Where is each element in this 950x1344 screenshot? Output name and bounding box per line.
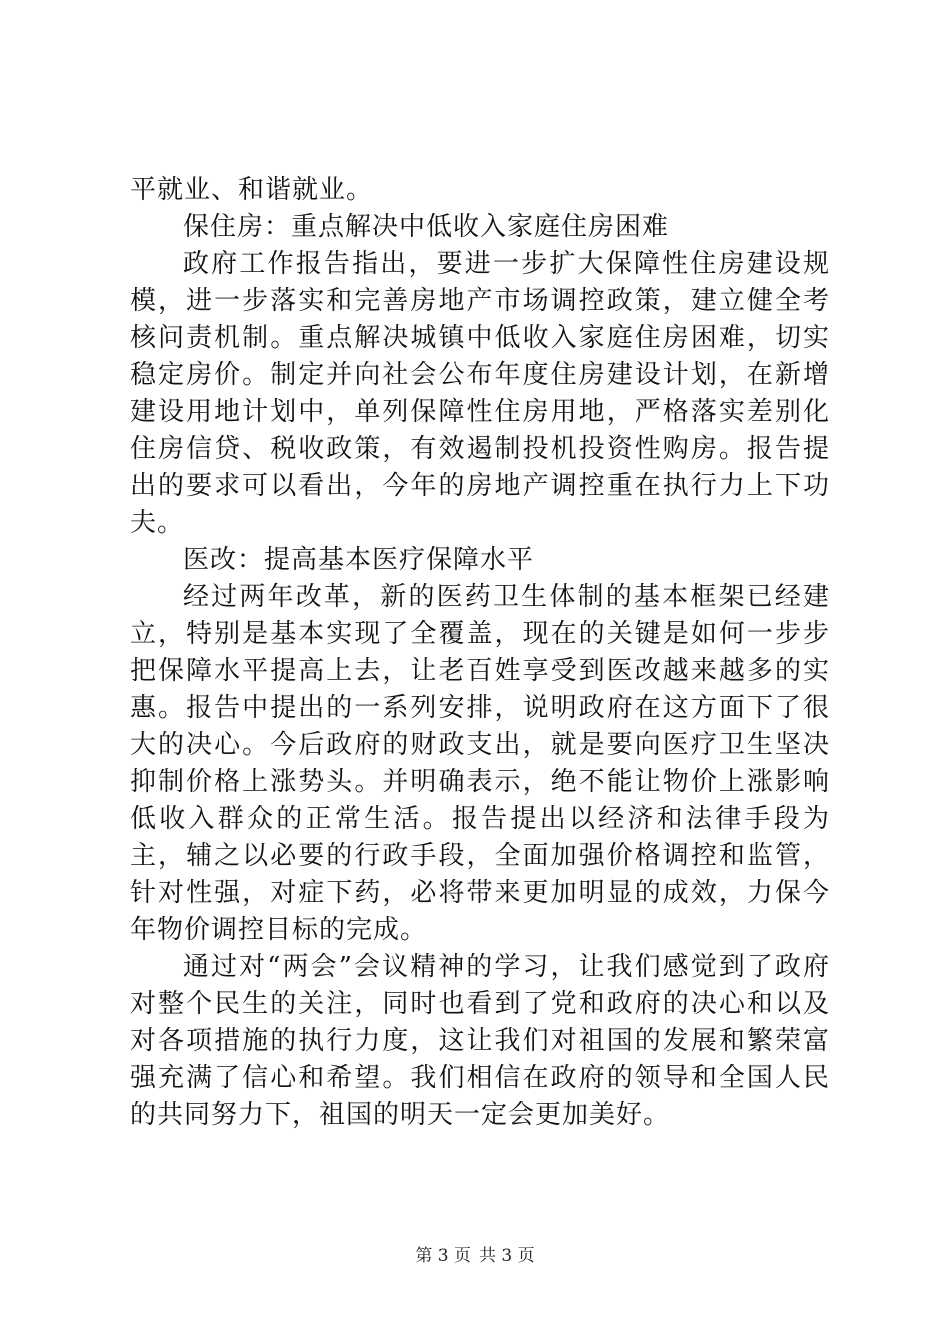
- paragraph-medical-reform: 经过两年改革，新的医药卫生体制的基本框架已经建立，特别是基本实现了全覆盖，现在的关键是如何一步步把保障水平提高上去，让老百姓享受到医改越来越多的实惠。报告中提出的一系列安排，说明政府在这方面下了很大的决心。今后政府的财政支出，就是要向医疗卫生坚决抑制价格上涨势头。并明确表示，绝不能让物价上涨影响低收入群众的正常生活。报告提出以经济和法律手段为主，辅之以必要的行政手段，全面加强价格调控和监管，针对性强，对症下药，必将带来更加明显的成效，力保今年物价调控目标的完成。: [130, 582, 830, 945]
- page-footer: [0, 1244, 950, 1268]
- section-heading-medical-reform: 医改：提高基本医疗保障水平: [183, 545, 535, 575]
- document-body: [130, 172, 830, 1134]
- page-total: 共 3 页: [479, 1246, 535, 1266]
- paragraph-housing: 政府工作报告指出，要进一步扩大保障性住房建设规模，进一步落实和完善房地产市场调控政策，建立健全考核问责机制。重点解决城镇中低收入家庭住房困难，切实稳定房价。制定并向社会公布年度住房建设计划，在新增建设用地计划中，单列保障性住房用地，严格落实差别化住房信贷、税收政策，有效遏制投机投资性购房。报告提出的要求可以看出，今年的房地产调控重在执行力上下功夫。: [130, 249, 830, 538]
- paragraph-conclusion: 通过对“两会”会议精神的学习，让我们感觉到了政府对整个民生的关注，同时也看到了党和政府的决心和以及对各项措施的执行力度，这让我们对祖国的发展和繁荣富强充满了信心和希望。我们相信在政府的领导和全国人民的共同努力下，祖国的明天一定会更加美好。: [130, 952, 830, 1130]
- page-number: 第 3 页: [415, 1246, 471, 1266]
- section-heading-housing: 保住房：重点解决中低收入家庭住房困难: [183, 212, 670, 242]
- paragraph-continuation: 平就业、和谐就业。: [130, 175, 374, 205]
